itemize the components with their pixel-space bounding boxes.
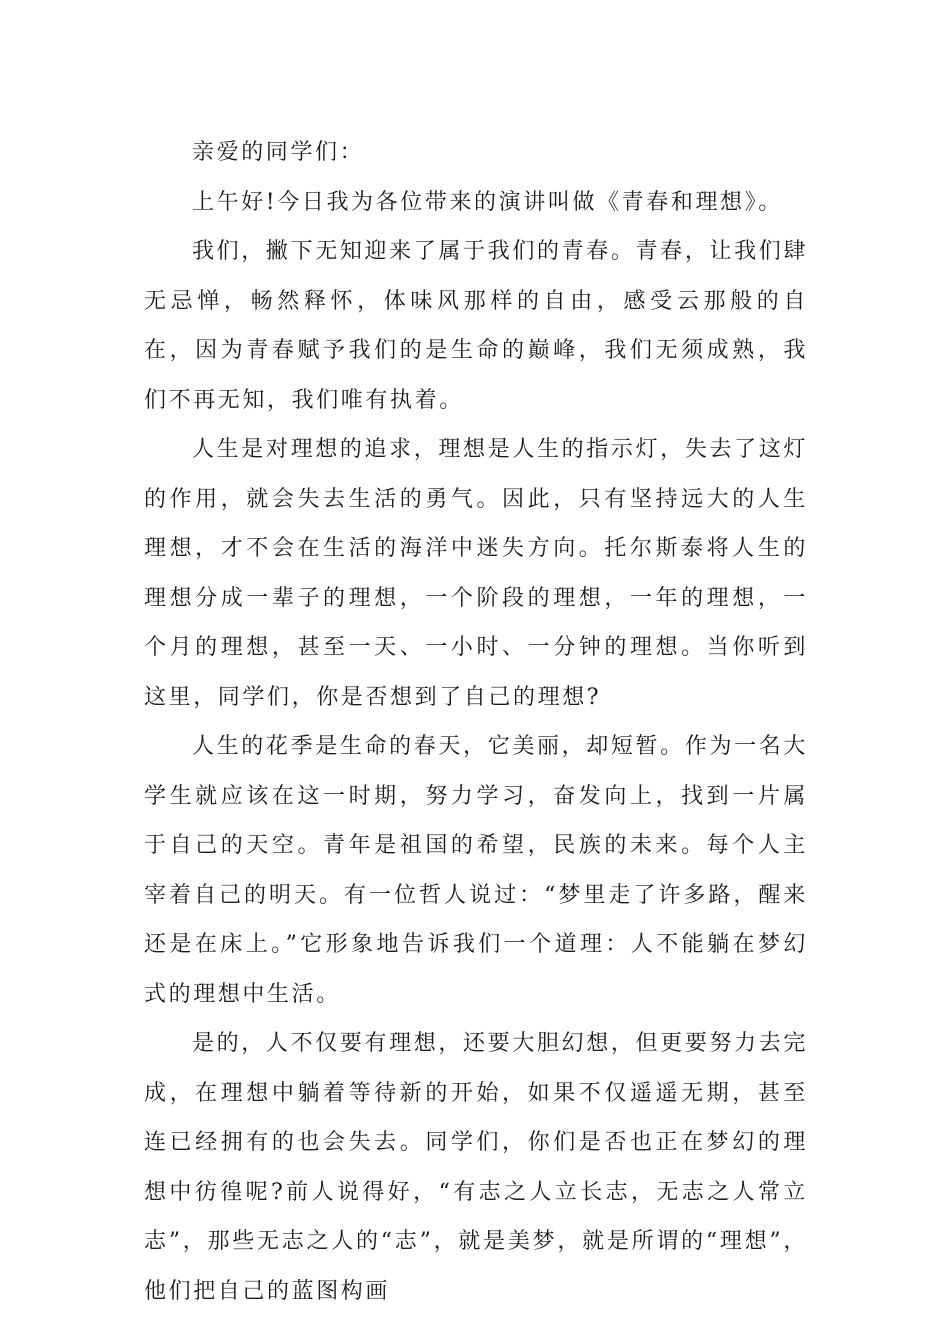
paragraph-salutation: 亲爱的同学们： bbox=[192, 140, 365, 165]
paragraph-dreams: 是的，人不仅要有理想，还要大胆幻想，但更要努力去完成，在理想中躺着等待新的开始，如果不仅遥遥无期，甚至连已经拥有的也会失去。同学们，你们是否也正在梦幻的理想中彷徨呢?前人说得好，“有志之人立长志，无志之人常立志”，那些无志之人的“志”，就是美梦，就是所谓的“理想”，他们把自己的蓝图构画 bbox=[144, 1031, 808, 1304]
paragraph-greeting: 上午好!今日我为各位带来的演讲叫做《青春和理想》。 bbox=[192, 189, 783, 215]
document-body bbox=[144, 128, 808, 1316]
paragraph-youth: 我们，撇下无知迎来了属于我们的青春。青春，让我们肆无忌惮，畅然释怀，体味风那样的自由，感受云那般的自在，因为青春赋予我们的是生命的巅峰，我们无须成熟，我们不再无知，我们唯有执着。 bbox=[144, 239, 808, 413]
paragraph-ideals: 人生是对理想的追求，理想是人生的指示灯，失去了这灯的作用，就会失去生活的勇气。因此，只有坚持远大的人生理想，才不会在生活的海洋中迷失方向。托尔斯泰将人生的理想分成一辈子的理想，一个阶段的理想，一年的理想，一个月的理想，甚至一天、一小时、一分钟的理想。当你听到这里，同学们，你是否想到了自己的理想? bbox=[144, 437, 808, 710]
paragraph-spring-of-life: 人生的花季是生命的春天，它美丽，却短暂。作为一名大学生就应该在这一时期，努力学习，奋发向上，找到一片属于自己的天空。青年是祖国的希望，民族的未来。每个人主宰着自己的明天。有一位哲人说过：“梦里走了许多路，醒来还是在床上。”它形象地告诉我们一个道理：人不能躺在梦幻式的理想中生活。 bbox=[144, 734, 808, 1007]
